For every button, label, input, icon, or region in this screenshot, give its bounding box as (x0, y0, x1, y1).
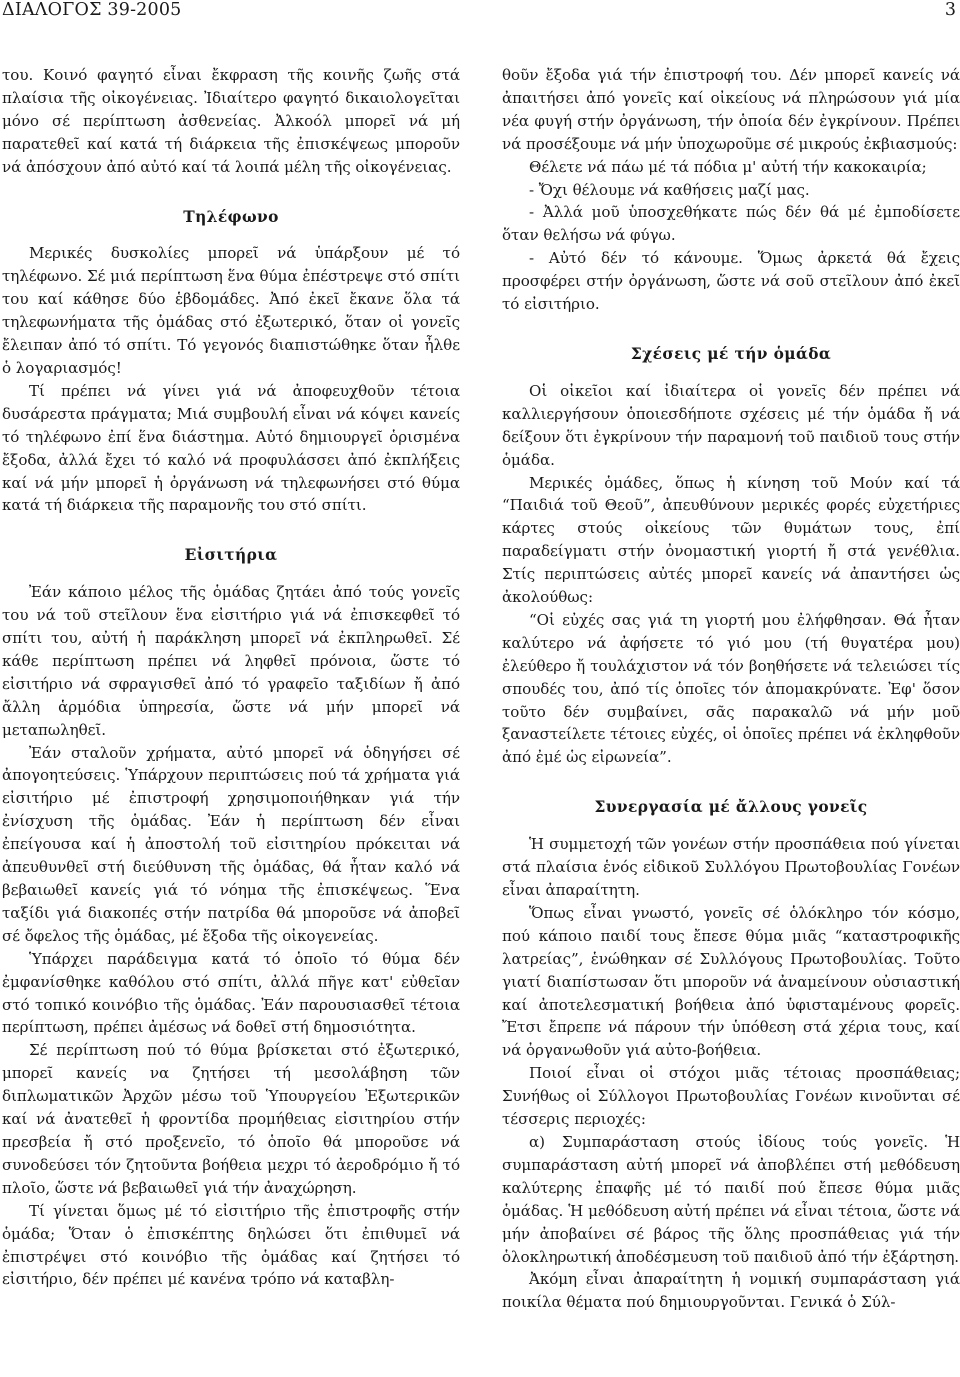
dialogue-line-2: - Ὄχι θέλουμε νά καθήσεις μαζί μας. (529, 180, 810, 199)
paragraph-coop-4: α) Συμπαράσταση στούς ἰδίους τούς γονεῖς. Ἡ συμπαράσταση αὐτή μπορεῖ νά ἀποβλέπει στή μεθόδευση καλύτερης ἐπαφῆς μέ τό παιδί πού ἔπεσε θύμα μιᾶς ὁμάδας. Ἡ μεθόδευση αὐτή πρέπει νά εἶναι τέτοια, ὥστε νά μήν ἀποβαίνει σέ βάρος τῆς ὅλης προσπάθειας γιά τήν ὁλοκληρωτική ἀποδέσμευση τοῦ παιδιοῦ ἀπό τήν ἐξάρτηση. (502, 1132, 960, 1266)
paragraph-intro: του. Κοινό φαγητό εἶναι ἔκφραση τῆς κοινῆς ζωῆς στά πλαίσια τῆς οἰκογένειας. Ἰδιαίτερο φαγητό δικαιολογεῖται μόνο σέ περίπτωση ἀσθενείας. Ἀλκοόλ μπορεῖ νά μή παρατεθεῖ καί κατά τή διάρκεια τῆς ἐπισκέψεως μποροῦν νά ἀπόσχουν ἀπό αὐτό καί τά λοιπά μέλη τῆς οἰκογένειας. (2, 66, 460, 176)
running-header (0, 0, 960, 20)
paragraph-tickets-2: Ἐάν σταλοῦν χρήματα, αὐτό μπορεῖ νά ὁδηγήσει σέ ἀπογοητεύσεις. Ὑπάρχουν περιπτώσεις πού τά χρήματα γιά εἰσιτήριο μέ ἐπιστροφή χρησιμοποιήθηκαν γιά τήν ἐνίσχυση τῆς ὁμάδας. Ἐάν ἡ περίπτωση δέν εἶναι ἐπείγουσα καί ἡ ἀποστολή τοῦ εἰσιτηρίου πρόκειται νά ἀπευθυνθεῖ στή διεύθυνση τῆς ὁμάδας, θά ἦταν καλό νά βεβαιωθεῖ κανείς γιά τό νόημα τῆς ἐπισκέψεως. Ἕνα ταξίδι γιά διακοπές στήν πατρίδα θά μποροῦσε νά ἀποβεῖ σέ ὄφελος τῆς ὁμάδας, μέ ἔξοδα τῆς οἰκογενείας. (2, 743, 460, 945)
left-column (2, 64, 460, 1291)
paragraph-coop-5: Ἀκόμη εἶναι ἀπαραίτητη ἡ νομική συμπαράσταση γιά ποικίλα θέματα πού δημιουργοῦνται. Γενικά ὁ Σύλ- (502, 1270, 960, 1312)
journal-title: ΔΙΑΛΟΓΟΣ 39-2005 (2, 0, 182, 20)
paragraph-tickets-4: Σέ περίπτωση πού τό θύμα βρίσκεται στό ἐξωτερικό, μπορεῖ κανείς να ζητήσει τή μεσολάβηση τῶν διπλωματικῶν Ἀρχῶν μέσω τοῦ Ὑπουργείου Ἐξωτερικῶν καί νά ἀνατεθεῖ ἡ φροντίδα προμήθειας εἰσιτηρίου στήν πρεσβεία ἤ στό προξενεῖο, τό ὁποῖο θά μποροῦσε νά συνοδεύσει τόν ζητοῦντα βοήθεια μεχρι τό ἀεροδρόμιο ἤ τό πλοῖο, ὥστε νά βεβαιωθεῖ γιά τήν ἀναχώρηση. (2, 1041, 460, 1197)
paragraph-phone-1: Μερικές δυσκολίες μπορεῖ νά ὑπάρξουν μέ τό τηλέφωνο. Σέ μιά περίπτωση ἕνα θύμα ἐπέστρεψε στό σπίτι του καί κάθησε δύο ἑβδομάδες. Ἀπό ἐκεῖ ἔκανε ὅλα τά τηλεφωνήματα τῆς ὁμάδας στό ἐξωτερικό, ὅταν οἱ γονεῖς ἔλειπαν ἀπό τό σπίτι. Τό γεγονός διαπιστώθηκε ὅταν ἦλθε ὁ λογαριασμός! (2, 244, 460, 377)
heading-relations-with-group: Σχέσεις μέ τήν ὁμάδα (630, 344, 832, 363)
dialogue-line-3: - Ἀλλά μοῦ ὑποσχεθήκατε πώς δέν θά μέ ἐμποδίσετε ὅταν θελήσω νά φύγω. (502, 203, 960, 245)
paragraph-coop-2: Ὅπως εἶναι γνωστό, γονεῖς σέ ὁλόκληρο τόν κόσμο, πού κάποιο παιδί τους ἔπεσε θύμα μιᾶς “καταστροφικῆς λατρείας”, ἑνώθηκαν σέ Συλλόγους Πρωτοβουλίας. Τοῦτο γιατί διαπίστωσαν ὅτι μποροῦν νά ἀναμείνουν οὐσιαστική καί ἀποτελεσματική βοήθεια ἀπό ὑφισταμένους φορεῖς. Ἔτσι ἔπρεπε νά πάρουν τήν ὑπόθεση στά χέρια τους, καί νά ὀργανωθοῦν γιά αὐτο-βοήθεια. (502, 903, 960, 1060)
dialogue-line-4: - Αὐτό δέν τό κάνουμε. Ὅμως ἀρκετά θά ἔχεις προσφέρει στήν ὀργάνωση, ὥστε νά σοῦ στεῖλουν ἀπό ἐκεῖ τό εἰσιτήριο. (502, 249, 960, 314)
page-number: 3 (944, 0, 956, 20)
paragraph-tickets-5: Τί γίνεται ὅμως μέ τό εἰσιτήριο τῆς ἐπιστροφῆς στήν ὁμάδα; Ὅταν ὁ ἐπισκέπτης δηλώσει ὅτι ἐπιθυμεῖ νά ἐπιστρέψει στό κοινόβιο τῆς ὁμάδας καί ζητήσει τό εἰσιτήριο, δέν πρέπει μέ κανένα τρόπο νά καταβλη- (2, 1201, 460, 1289)
right-column (502, 64, 960, 1314)
paragraph-tickets-1: Ἐάν κάποιο μέλος τῆς ὁμάδας ζητάει ἀπό τούς γονεῖς του νά τοῦ στεῖλουν ἕνα εἰσιτήριο γιά νά ἐπισκεφθεῖ τό σπίτι του, αὐτή ἡ παράκληση μπορεῖ νά ἐκπληρωθεῖ. Σέ κάθε περίπτωση πρέπει νά ληφθεῖ πρόνοια, ὥστε τό εἰσιτήριο νά σφραγισθεῖ ἀπό τό γραφεῖο ταξιδίων ἤ ἀπό ἄλλη ἁρμόδια ὑπηρεσία, ὥστε νά μήν μπορεῖ νά μεταπωληθεῖ. (2, 583, 460, 739)
heading-telephone: Τηλέφωνο (183, 207, 279, 226)
paragraph-phone-2: Τί πρέπει νά γίνει γιά νά ἀποφευχθοῦν τέτοια δυσάρεστα πράγματα; Μιά συμβουλή εἶναι νά κόψει κανείς τό τηλέφωνο ἐπί ἕνα διάστημα. Αὐτό δημιουργεῖ ὁρισμένα ἔξοδα, ἀλλά ἔχει τό καλό νά προφυλάσσει ἀπό ἐκπλήξεις καί νά μήν μπορεῖ ἡ ὀργάνωση νά τηλεφωνήσει στό θύμα κατά τή διάρκεια τῆς παραμονῆς του στό σπίτι. (2, 381, 460, 515)
paragraph-group-1: Οἱ οἰκεῖοι καί ἰδιαίτερα οἱ γονεῖς δέν πρέπει νά καλλιεργήσουν ὁποιεσδήποτε σχέσεις μέ τήν ὁμάδα ἤ νά δείξουν ὅτι ἐγκρίνουν τήν παραμονή τοῦ παιδιοῦ τους στήν ὁμάδα. (502, 381, 960, 469)
paragraph-group-2: Μερικές ὁμάδες, ὅπως ἡ κίνηση τοῦ Μούν καί τά “Παιδιά τοῦ Θεοῦ”, ἀπευθύνουν μερικές φορές εὐχετήριες κάρτες στούς οἰκείους τῶν θυμάτων τους, ἐπί παραδείγματι στήν ὀνομαστική γιορτή ἤ στά γενέθλια. Στίς περιπτώσεις αὐτές μπορεῖ κανείς νά ἀπαντήσει ὡς ἀκολούθως: (502, 473, 960, 607)
paragraph-tickets-3: Ὑπάρχει παράδειγμα κατά τό ὁποῖο τό θύμα δέν ἐμφανίσθηκε καθόλου στό σπίτι, ἀλλά πῆγε κατ' εὐθεῖαν στό τοπικό κοινόβιο τῆς ὁμάδας. Ἐάν παρουσιασθεῖ τέτοια περίπτωση, πρέπει ἀμέσως νά δοθεῖ στή δημοσιότητα. (2, 949, 460, 1037)
heading-cooperation-parents: Συνεργασία μέ ἄλλους γονεῖς (594, 798, 868, 817)
paragraph-continued: θοῦν ἔξοδα γιά τήν ἐπιστροφή του. Δέν μπορεῖ κανείς νά ἀπαιτήσει ἀπό γονεῖς καί οἰκείους νά πληρώσουν γιά μία νέα φυγή στήν ὀργάνωση, τήν ὁποία δέν ἐγκρίνουν. Πρέπει νά προσέξουμε νά μήν ὑποχωροῦμε σέ μικρούς ἐκβιασμούς: (502, 66, 960, 153)
paragraph-coop-1: Ἡ συμμετοχή τῶν γονέων στήν προσπάθεια πού γίνεται στά πλαίσια ἑνός εἰδικοῦ Συλλόγου Πρωτοβουλίας Γονέων εἶναι ἀπαραίτητη. (502, 835, 960, 899)
paragraph-group-3: “Οἱ εὐχές σας γιά τη γιορτή μου ἐλήφθησαν. Θά ἦταν καλύτερο νά ἀφήσετε τό γιό μου (τή θυγατέρα μου) ἐλεύθερο ἤ τουλάχιστον νά τόν βοηθήσετε νά τελειώσει τίς σπουδές του, ἀπό τίς ὁποῖες τόν ἀπομακρύνατε. Ἐφ' ὅσον τοῦτο δέν συμβαίνει, σᾶς παρακαλῶ νά μήν μοῦ ξαναστείλετε τέτοιες εὐχές, οἱ ὁποῖες πρέπει νά ἐκληφθοῦν ἀπό ἐμέ ὡς εἰρωνεία”. (502, 610, 960, 767)
dialogue-line-1: Θέλετε νά πάω μέ τά πόδια μ' αὐτή τήν κακοκαιρία; (529, 157, 927, 176)
paragraph-coop-3: Ποιοί εἶναι οἱ στόχοι μιᾶς τέτοιας προσπάθειας; Συνήθως οἱ Σύλλογοι Πρωτοβουλίας Γονέων κινοῦνται σέ τέσσερις περιοχές: (502, 1064, 960, 1129)
heading-tickets: Εἰσιτήρια (184, 546, 278, 565)
